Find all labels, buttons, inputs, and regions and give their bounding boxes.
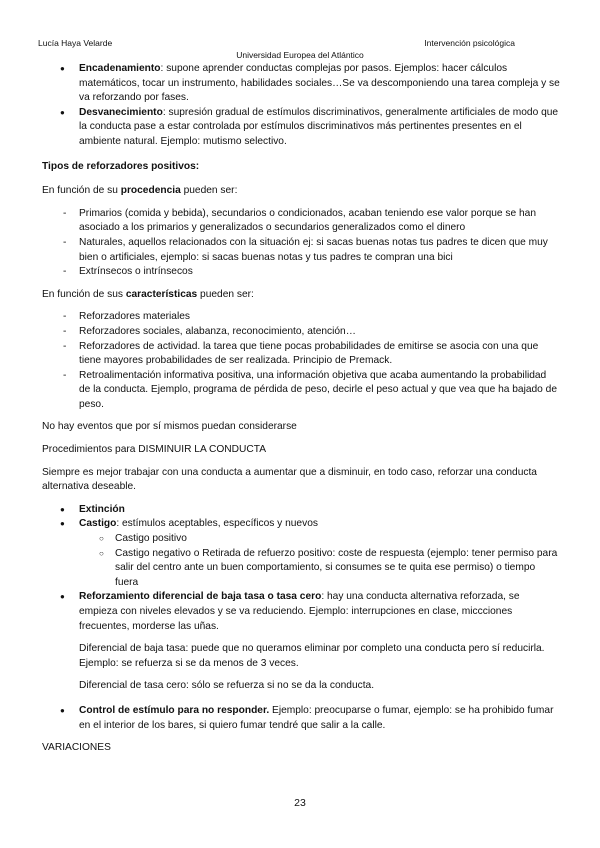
siempre-text: Siempre es mejor trabajar con una conducta a aumentar que a disminuir, en todo caso, reforzar una conducta alternativa deseable. xyxy=(42,466,537,493)
bullet-encadenamiento xyxy=(42,62,560,106)
no-eventos-text: No hay eventos que por sí mismos puedan considerarse xyxy=(42,421,297,433)
bullet-reforzamiento-diferencial: ● Reforzamiento diferencial de baja tasa o tasa cero: hay una conducta alternativa reforzada, se empieza con niveles elevados y se va reduciendo. Ejemplo: interrupciones en clase, miccciones frecuentes, morderse las uñas. xyxy=(42,590,560,634)
list-item: - Retroalimentación informativa positiva, una información objetiva que acaba aumentando la probabilidad de la conducta. Ejemplo, programa de pérdida de peso, decirle el peso actual y que vea que ha bajado de peso. xyxy=(42,369,560,413)
variaciones-heading: VARIACIONES xyxy=(42,742,111,754)
list-item: - Naturales, aquellos relacionados con la situación ej: si sacas buenas notas tus padres te dicen que muy bien o artificiales, ejemplo: si sacas buenas notas y tus padres te compran una bici xyxy=(42,236,560,265)
page-content xyxy=(42,62,560,756)
disminuir-list xyxy=(42,503,560,733)
procedencia-intro: En función de su procedencia pueden ser: xyxy=(42,185,238,197)
term-desvanecimiento: Desvanecimiento xyxy=(79,106,163,118)
diferencial-baja-tasa: Diferencial de baja tasa: puede que no queramos eliminar por completo una conducta pero sí reducirla. Ejemplo: se refuerza si se da menos de 3 veces. xyxy=(79,643,545,669)
text-encadenamiento: : supone aprender conductas complejas por pasos. Ejemplos: hacer cálculos matemáticos, tocar un instrumento, habilidades sociales…Se va descomponiendo una tarea compleja y se va reforzando por fases. xyxy=(79,63,560,104)
diferencial-tasa-cero: Diferencial de tasa cero: sólo se refuerza si no se da la conducta. xyxy=(79,680,375,692)
list-item: - Reforzadores de actividad. la tarea que tiene pocas probabilidades de emitirse se asocia con una que tiene mayores probabilidades de ser realizada. Principio de Premack. xyxy=(42,340,560,369)
bullet-castigo: ● Castigo: estímulos aceptables, específicos y nuevos xyxy=(42,517,560,532)
list-item: - Reforzadores sociales, alabanza, reconocimiento, atención… xyxy=(42,325,560,340)
text-desvanecimiento: : supresión gradual de estímulos discriminativos, generalmente artificiales de modo que la conducta pase a estar controlada por estímulos discriminativos más pertinentes presentes en el ambiente natural. Ejemplo: mutismo selectivo. xyxy=(79,106,559,147)
list-item: - Primarios (comida y bebida), secundarios o condicionados, acaban teniendo ese valor porque se han asociado a los primarios y generalizados o secundarios generalizados como el dinero xyxy=(42,207,560,236)
bullet-extincion: ● Extinción xyxy=(42,503,560,518)
header-author: Lucía Haya Velarde xyxy=(38,38,113,48)
procedimientos-heading: Procedimientos para DISMINUIR LA CONDUCTA xyxy=(42,444,266,456)
sub-item-castigo-positivo: ○ Castigo positivo xyxy=(42,532,560,547)
sub-item-castigo-negativo: ○ Castigo negativo o Retirada de refuerzo positivo: coste de respuesta (ejemplo: tener permiso para salir del centro ante un buen comportamiento, si consumes se te quita ese permiso) o tiempo fuera xyxy=(42,547,560,591)
bullet-desvanecimiento xyxy=(42,106,560,150)
page-number: 23 xyxy=(294,797,306,809)
term-encadenamiento: Encadenamiento xyxy=(79,63,161,74)
list-item: - Reforzadores materiales xyxy=(42,310,560,325)
header-university: Universidad Europea del Atlántico xyxy=(236,50,364,60)
caracteristicas-list xyxy=(42,310,560,412)
caracteristicas-intro: En función de sus características pueden ser: xyxy=(42,288,254,300)
section-heading-tipos: Tipos de reforzadores positivos: xyxy=(42,160,200,172)
header-subject: Intervención psicológica xyxy=(424,38,515,48)
list-item: - Extrínsecos o intrínsecos xyxy=(42,265,560,280)
procedencia-list xyxy=(42,207,560,280)
bullet-control-estimulo: ● Control de estímulo para no responder. Ejemplo: preocuparse o fumar, ejemplo: se ha prohibido fumar en el interior de los bares, si quiero fumar tendré que salir a la calle. xyxy=(42,704,560,733)
